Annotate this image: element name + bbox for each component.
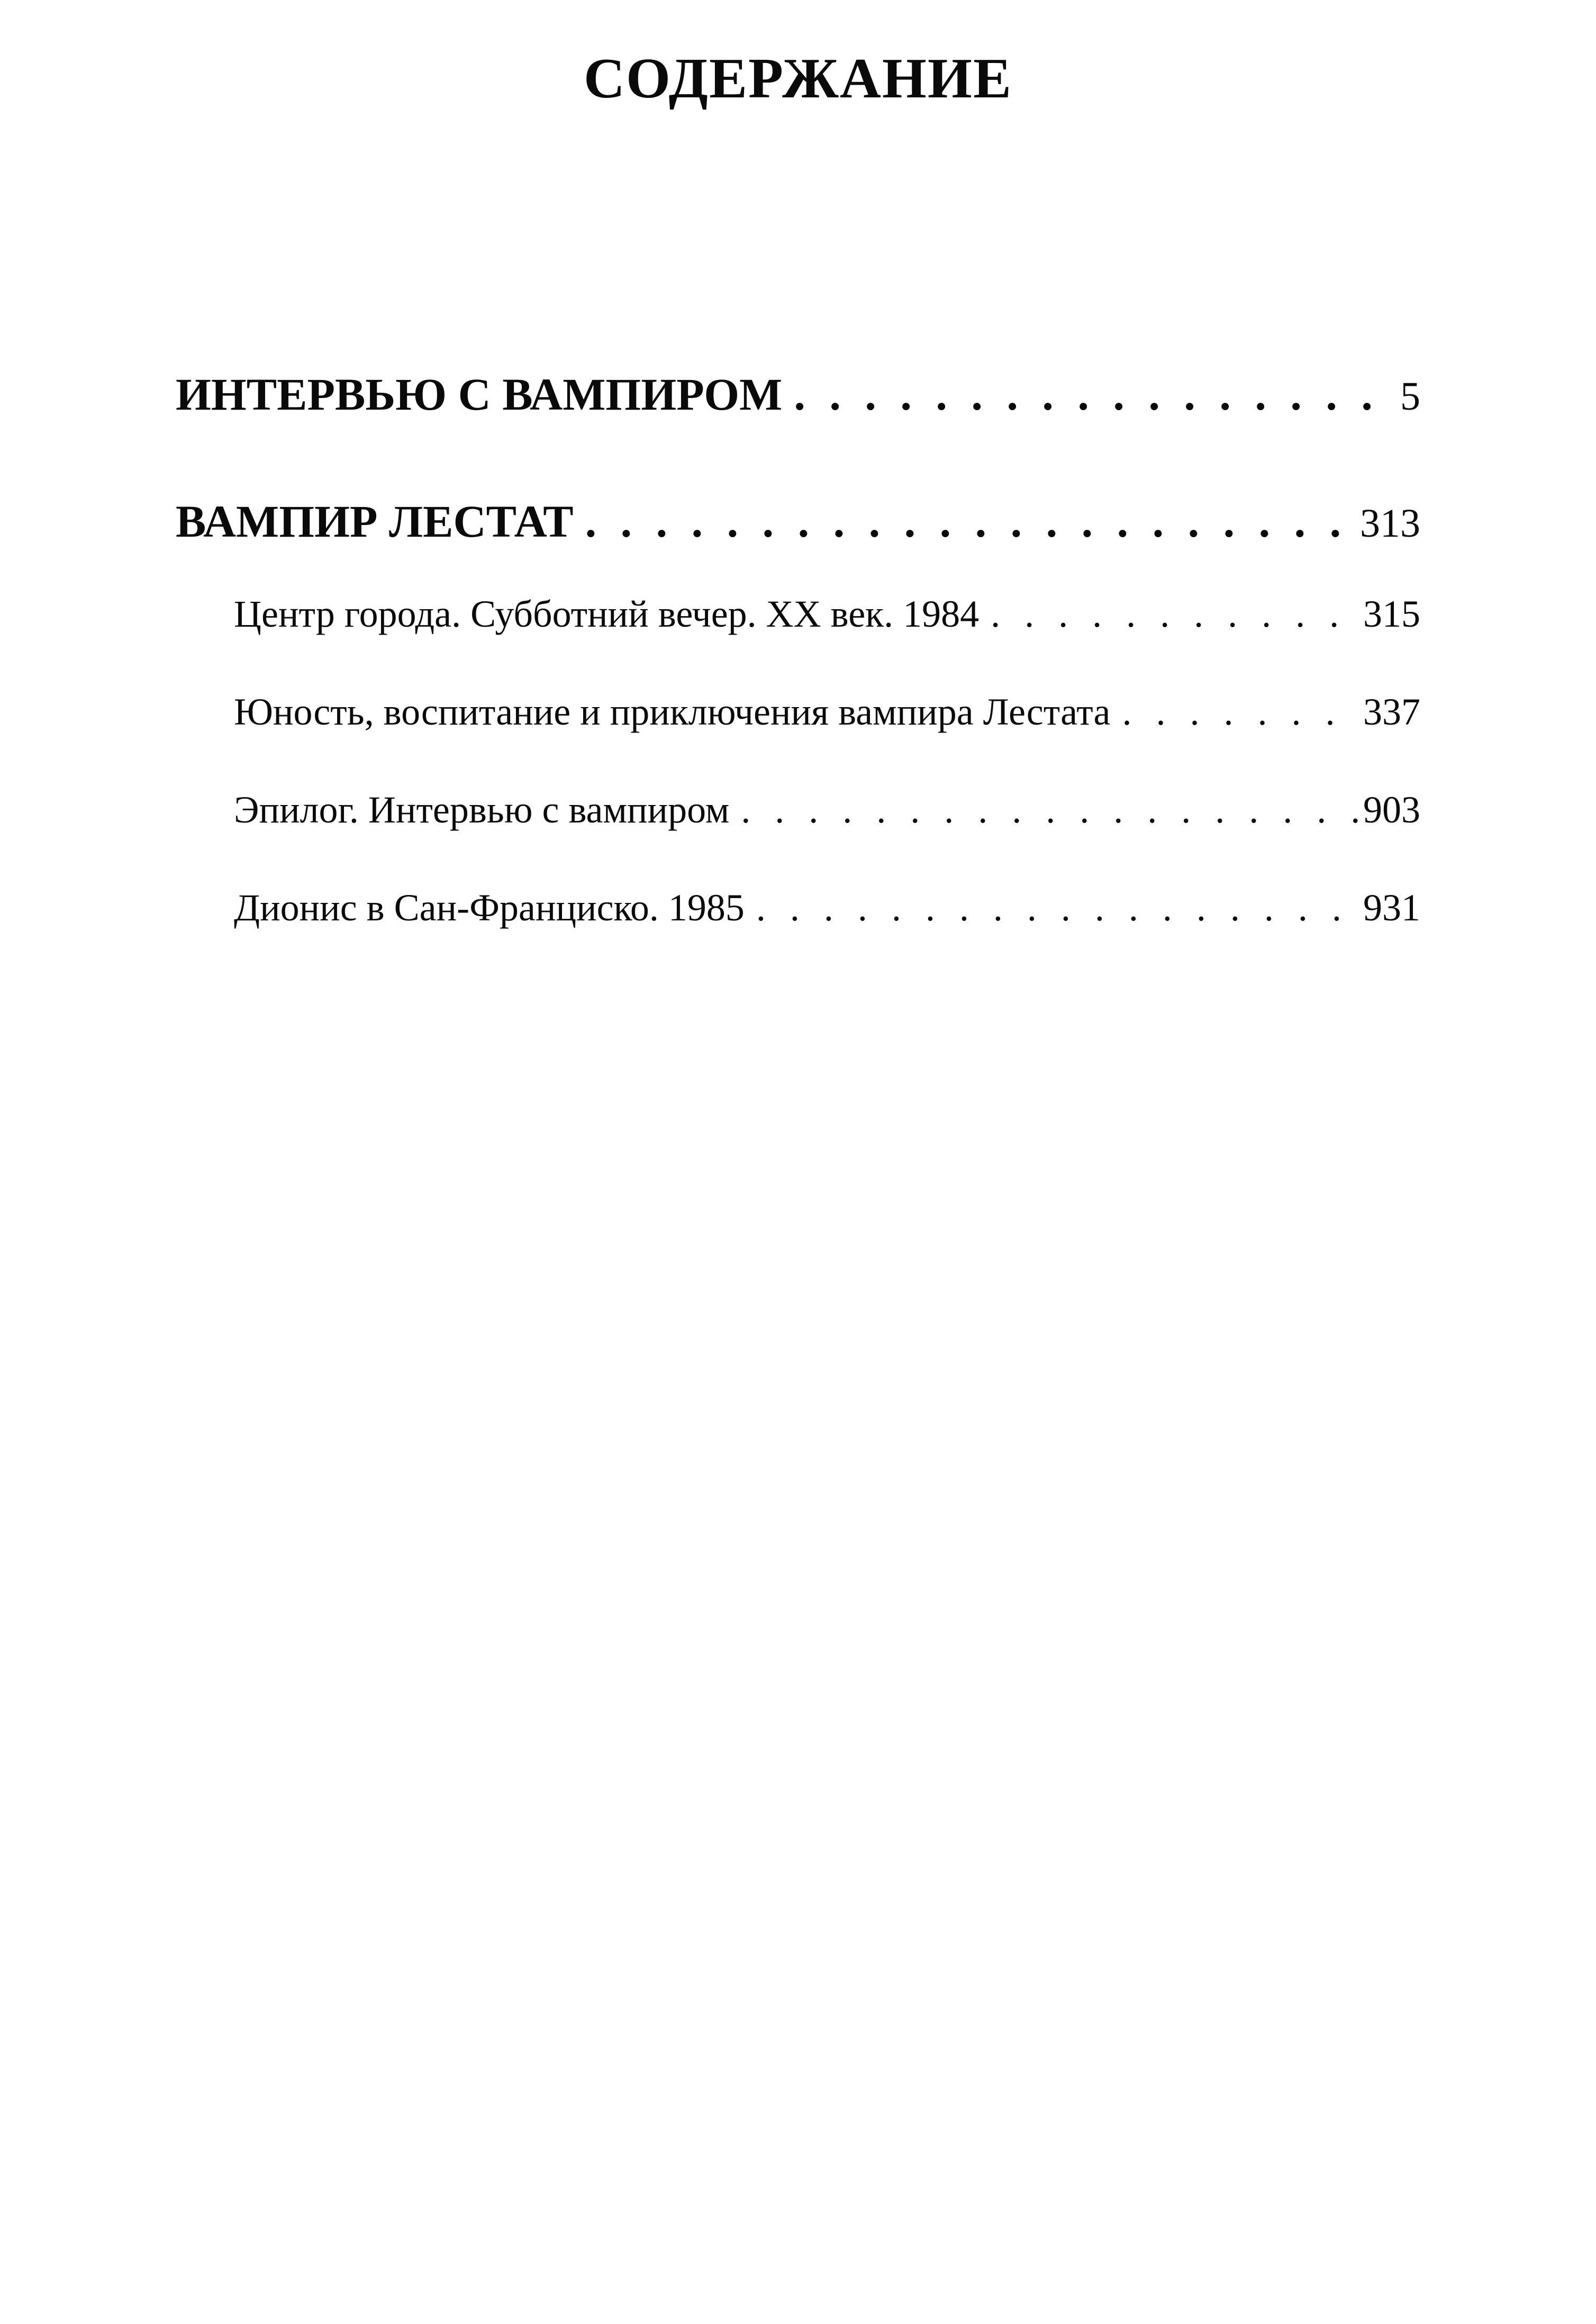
dot-leader [585,487,1357,556]
toc-chapter-label: Дионис в Сан-Франциско. 1985 [234,873,756,942]
toc-part-label: ВАМПИР ЛЕСТАТ [176,487,585,556]
toc-chapter-label: Центр города. Субботний вечер. XX век. 1984 [234,580,991,648]
toc-chapter-downtown[interactable] [234,580,1420,648]
dot-leader [991,580,1360,648]
toc-chapter-label: Эпилог. Интервью с вампиром [234,775,741,844]
toc-page-number: 315 [1360,580,1420,648]
toc-page-number: 931 [1360,873,1420,942]
toc-list [176,360,1420,942]
dot-leader [794,360,1397,429]
toc-page-number: 313 [1357,489,1420,556]
toc-chapter-dionysus[interactable] [234,873,1420,942]
toc-page-number: 903 [1360,775,1420,844]
toc-chapter-epilogue[interactable] [234,775,1420,844]
toc-page-number: 5 [1397,362,1420,429]
toc-chapter-youth[interactable] [234,677,1420,746]
toc-part-label: ИНТЕРВЬЮ С ВАМПИРОМ [176,360,794,429]
toc-page-number: 337 [1360,677,1420,746]
toc-part-interview[interactable] [176,360,1420,429]
dot-leader [741,775,1360,844]
toc-part-lestat[interactable] [176,487,1420,556]
toc-chapter-label: Юность, воспитание и приключения вампира Лестата [234,677,1122,746]
toc-heading: СОДЕРЖАНИЕ [584,47,1012,110]
dot-leader [756,873,1360,942]
dot-leader [1122,677,1361,746]
